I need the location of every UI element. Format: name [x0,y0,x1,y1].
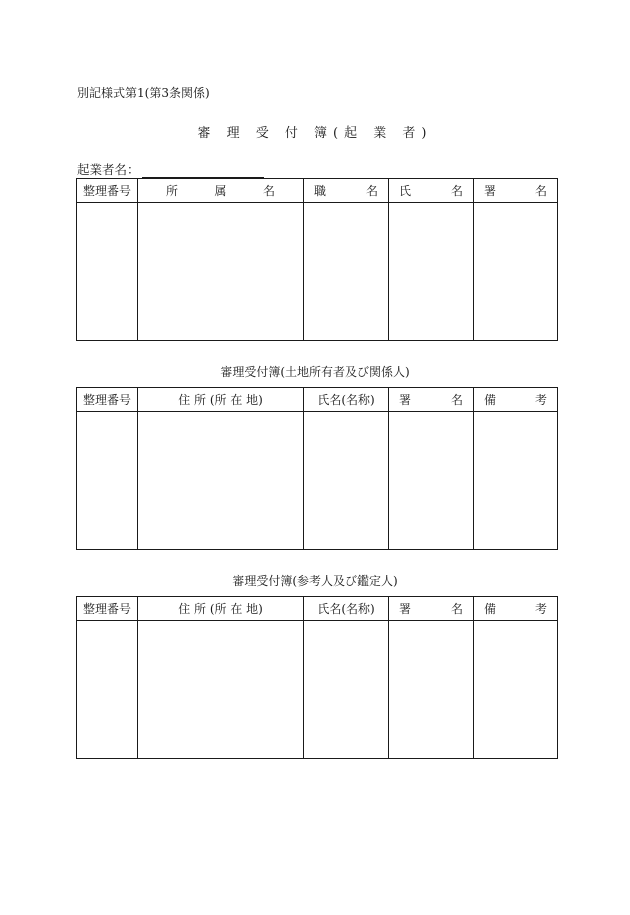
header-remarks: 備 考 [474,597,558,621]
form-reference: 別記様式第1(第3条関係) [77,86,210,100]
table-row [77,412,558,550]
cell-name[interactable] [304,412,389,550]
header-signature: 署 名 [389,597,474,621]
header-serial-number: 整理番号 [77,179,138,203]
applicant-name-blank-line[interactable] [142,163,264,178]
header-address: 住 所 (所 在 地) [138,388,304,412]
cell-affiliation[interactable] [138,203,304,341]
header-address: 住 所 (所 在 地) [138,597,304,621]
landowner-register-title: 審理受付簿(土地所有者及び関係人) [220,365,410,379]
cell-full-name[interactable] [389,203,474,341]
header-serial-number: 整理番号 [77,388,138,412]
applicant-name-label: 起業者名： [77,162,140,177]
table-header-row [77,179,558,203]
landowner-register-table [76,387,558,550]
applicant-register-table [76,178,558,341]
header-affiliation: 所 属 名 [138,179,304,203]
applicant-name-field [77,160,264,178]
header-position: 職 名 [304,179,389,203]
table-header-row [77,388,558,412]
cell-name[interactable] [304,621,389,759]
page-title: 審 理 受 付 簿(起 業 者) [197,126,433,141]
header-name: 氏名(名称) [304,597,389,621]
cell-remarks[interactable] [474,621,558,759]
table-header-row [77,597,558,621]
cell-serial-number[interactable] [77,621,138,759]
cell-address[interactable] [138,412,304,550]
cell-position[interactable] [304,203,389,341]
header-serial-number: 整理番号 [77,597,138,621]
table-row [77,203,558,341]
cell-serial-number[interactable] [77,412,138,550]
header-name: 氏名(名称) [304,388,389,412]
witness-register-title: 審理受付簿(参考人及び鑑定人) [232,574,398,588]
cell-address[interactable] [138,621,304,759]
cell-serial-number[interactable] [77,203,138,341]
witness-register-table [76,596,558,759]
table-row [77,621,558,759]
cell-signature[interactable] [474,203,558,341]
cell-remarks[interactable] [474,412,558,550]
cell-signature[interactable] [389,621,474,759]
header-signature: 署 名 [474,179,558,203]
cell-signature[interactable] [389,412,474,550]
header-remarks: 備 考 [474,388,558,412]
header-signature: 署 名 [389,388,474,412]
header-full-name: 氏 名 [389,179,474,203]
